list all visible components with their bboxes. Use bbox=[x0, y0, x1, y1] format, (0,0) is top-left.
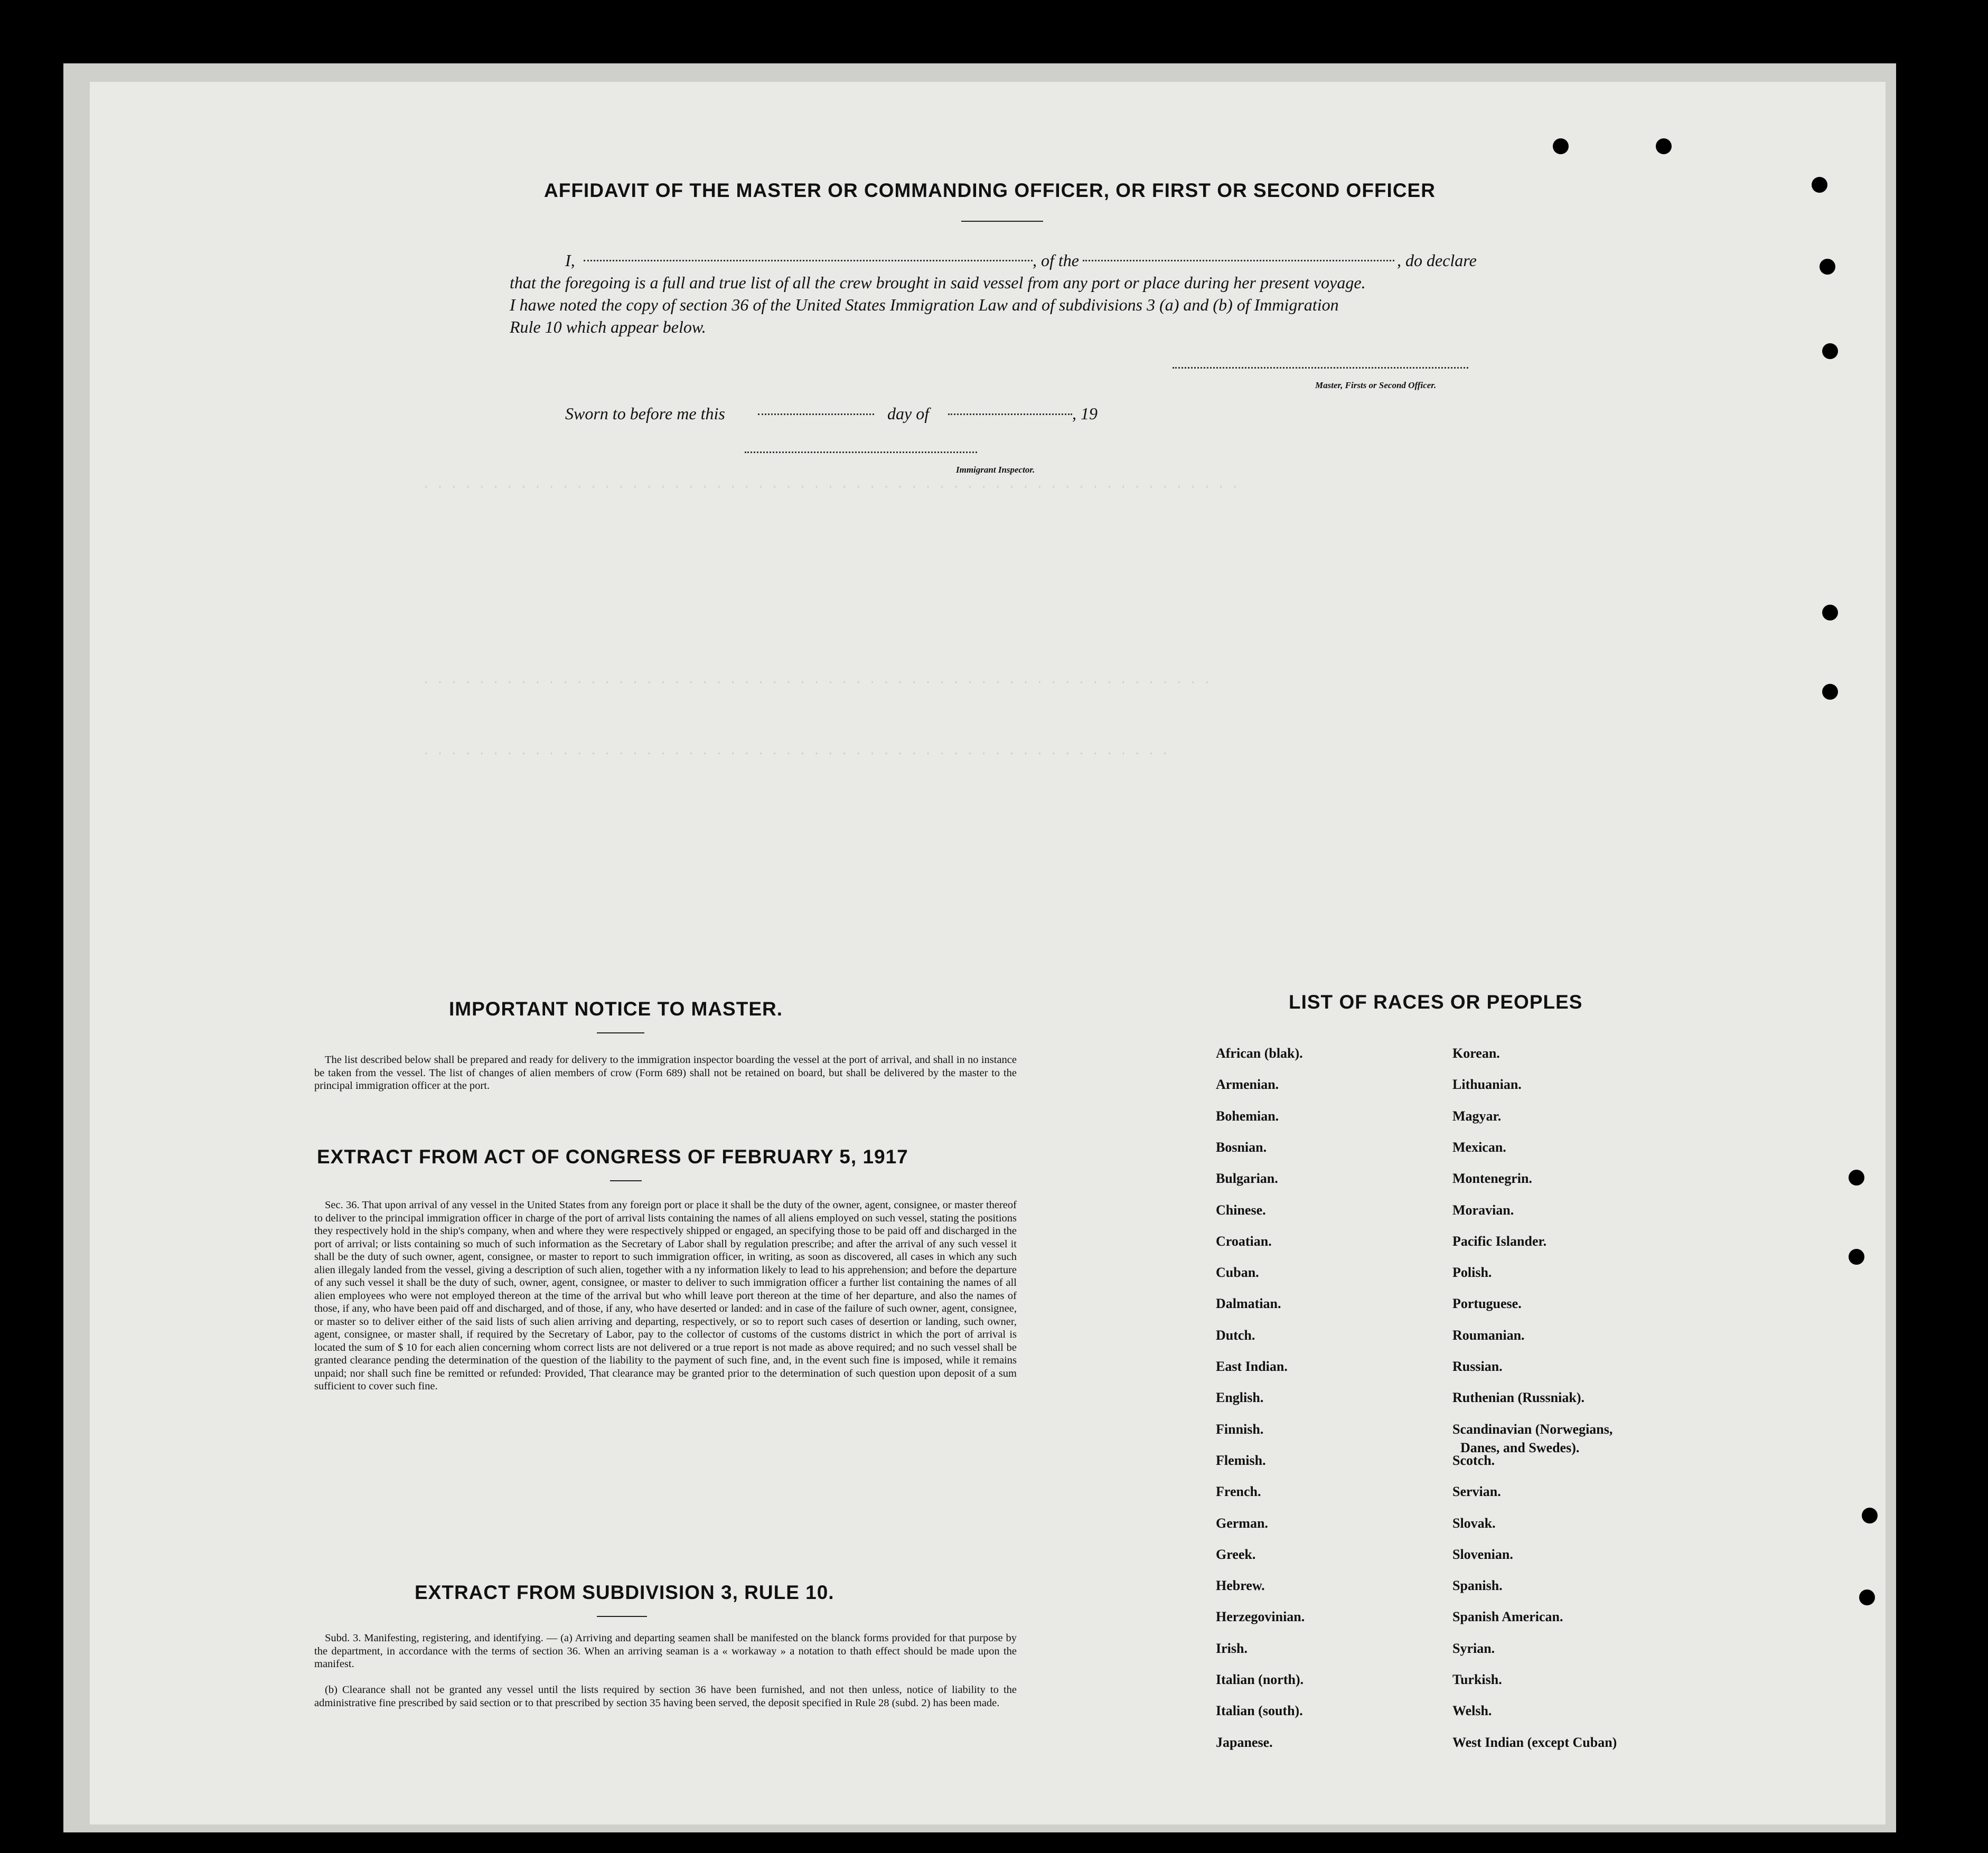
punch-hole bbox=[1849, 1249, 1864, 1265]
race-item-right: Portuguese. bbox=[1452, 1296, 1522, 1311]
punch-hole bbox=[1859, 1589, 1875, 1605]
affidavit-line-4: Rule 10 which appear below. bbox=[510, 317, 706, 336]
punch-hole bbox=[1553, 138, 1569, 154]
race-item-left: French. bbox=[1216, 1484, 1261, 1499]
rule-text-b: (b) Clearance shall not be granted any vessel until the lists required by section 36 have been furnished, and not then unless, notice of liability to the administrative fine prescribed by said section or to that prescribed by section 35 having been served, the deposit specified in Rule 28 (subd. 2) has been made. bbox=[314, 1684, 1017, 1709]
race-item-right: Pacific Islander. bbox=[1452, 1234, 1547, 1249]
race-item-left: Cuban. bbox=[1216, 1265, 1259, 1280]
race-item-right: Syrian. bbox=[1452, 1641, 1495, 1656]
signature-label: Master, Firsts or Second Officer. bbox=[1315, 380, 1437, 390]
race-item-left: Croatian. bbox=[1216, 1234, 1272, 1249]
race-scandinavian-continuation: Danes, and Swedes). bbox=[1460, 1440, 1580, 1455]
race-item-right: Welsh. bbox=[1452, 1703, 1492, 1718]
race-item-right: Russian. bbox=[1452, 1359, 1503, 1374]
sworn-day-of: day of bbox=[887, 404, 930, 423]
punch-hole bbox=[1849, 1170, 1864, 1186]
affidavit-line-2: that the foregoing is a full and true list of all the crew brought in said vessel from any port or place during her present voyage. bbox=[510, 273, 1366, 292]
inspector-label: Immigrant Inspector. bbox=[956, 465, 1035, 475]
race-item-right: Korean. bbox=[1452, 1046, 1500, 1061]
race-item-right: Slovak. bbox=[1452, 1516, 1496, 1531]
punch-hole bbox=[1862, 1508, 1878, 1523]
race-item-right: Scotch. bbox=[1452, 1453, 1495, 1468]
race-item-left: Finnish. bbox=[1216, 1422, 1264, 1437]
races-title: LIST OF RACES OR PEOPLES bbox=[1289, 991, 1583, 1013]
inspector-blank bbox=[745, 452, 977, 453]
act-rule bbox=[610, 1180, 642, 1181]
race-item-left: Bulgarian. bbox=[1216, 1171, 1278, 1186]
affidavit-line-3: I hawe noted the copy of section 36 of the United States Immigration Law and of subdivisions 3 (a) and (b) of Immigration bbox=[510, 295, 1339, 314]
sworn-text: Sworn to before me this bbox=[565, 404, 725, 423]
sworn-day-blank bbox=[758, 413, 874, 415]
punch-hole bbox=[1812, 177, 1827, 193]
race-item-right: Lithuanian. bbox=[1452, 1077, 1522, 1092]
race-item-left: Dutch. bbox=[1216, 1328, 1255, 1343]
race-item-right: Turkish. bbox=[1452, 1672, 1502, 1687]
race-item-left: African (blak). bbox=[1216, 1046, 1303, 1061]
race-item-right: Slovenian. bbox=[1452, 1547, 1513, 1562]
race-item-left: Herzegovinian. bbox=[1216, 1609, 1305, 1624]
rule-title: EXTRACT FROM SUBDIVISION 3, RULE 10. bbox=[415, 1582, 834, 1603]
affidavit-title: AFFIDAVIT OF THE MASTER OR COMMANDING OFFICER, OR FIRST OR SECOND OFFICER bbox=[544, 180, 1436, 201]
act-text: Sec. 36. That upon arrival of any vessel in the United States from any foreign port or place it shall be the duty of the owner, agent, consignee, or master thereof to deliver to the principal immigration officer in charge of the port of arrival lists containing the names of all aliens employed on such vessel, stating the positions they respectively hold in the ship's company, when and where they were respectively shipped or engaged, an specifying those to be paid off and discharged in the port of arrival; or lists containing so much of such information as the Secretary of Labor shall by regulation prescribe; and after the arrival of any such vessel it shall be the duty of such owner, agent, consignee, or master to report to such immigration officer, in writing, as soon as discovered, all cases in which any such alien illegaly landed from the vessel, giving a description of such alien, together with a ny information likely to lead to his apprehension; and before the departure of any such vessel it shall be the duty of such, owner, agent, consignee, or master to deliver to such immigration officer a further list containing the names of all alien employees who were not employed thereon at the time of the arrival but who whill leave port thereon at the time of her departure, and also the names of those, if any, who have been paid off and discharged, and of those, if any, who have deserted or landed: and in case of the failure of such owner, agent, consignee, or master so to deliver either of the said lists of such alien arriving and departing, respectively, or so to report such cases of desertion or landing, such owner, agent, consignee, or master shall, if required by the Secretary of Labor, pay to the collector of customs of the customs district in which the port of arrival is located the sum of $ 10 for each alien concerning whom correct lists are not delivered or a true report is not made as above required; and no such vessel shall be granted clearance pending the determination of the question of the liability to the payment of such fine, and, in the event such fine is imposed, while it remains unpaid; nor shall such fine be remitted or refunded: Provided, That clearance may be granted prior to the determination of such question upon deposit of a sum sufficient to cover such fine. bbox=[314, 1199, 1017, 1392]
notice-rule bbox=[597, 1032, 644, 1033]
affidavit-declare: , do declare bbox=[1397, 251, 1477, 270]
race-item-right: Servian. bbox=[1452, 1484, 1501, 1499]
race-item-left: Hebrew. bbox=[1216, 1578, 1265, 1593]
race-item-left: English. bbox=[1216, 1390, 1264, 1405]
race-item-left: Irish. bbox=[1216, 1641, 1248, 1656]
act-title: EXTRACT FROM ACT OF CONGRESS OF FEBRUARY 5, 1917 bbox=[317, 1146, 908, 1168]
race-item-left: Greek. bbox=[1216, 1547, 1256, 1562]
punch-hole bbox=[1656, 138, 1672, 154]
race-item-right: Magyar. bbox=[1452, 1108, 1502, 1124]
notice-text: The list described below shall be prepared and ready for delivery to the immigration inspector boarding the vessel at the port of arrival, and shall in no instance be taken from the vessel. The list of changes of alien members of crow (Form 689) shall not be retained on board, but shall be delivered by the master to the principal immigration officer at the port. bbox=[314, 1054, 1017, 1092]
signature-blank bbox=[1173, 367, 1468, 369]
race-item-right: Polish. bbox=[1452, 1265, 1492, 1280]
punch-hole bbox=[1822, 605, 1838, 620]
race-item-left: Bohemian. bbox=[1216, 1108, 1279, 1124]
race-item-right: Spanish American. bbox=[1452, 1609, 1563, 1624]
bleed-through-text: · · · · · · · · · · · · · · · · · · · · · · · · · · · · · · · · · · · · · · · · · · · · · · · · · · · · · · bbox=[423, 747, 1169, 760]
race-item-left: Bosnian. bbox=[1216, 1140, 1267, 1155]
race-item-left: Japanese. bbox=[1216, 1735, 1273, 1750]
notice-title: IMPORTANT NOTICE TO MASTER. bbox=[449, 998, 783, 1020]
punch-hole bbox=[1822, 684, 1838, 700]
race-item-left: Italian (south). bbox=[1216, 1703, 1303, 1718]
race-item-left: Italian (north). bbox=[1216, 1672, 1304, 1687]
affidavit-of-the: , of the bbox=[1033, 251, 1079, 270]
race-item-left: Armenian. bbox=[1216, 1077, 1279, 1092]
punch-hole bbox=[1820, 259, 1835, 275]
race-item-left: East Indian. bbox=[1216, 1359, 1288, 1374]
race-item-right: West Indian (except Cuban) bbox=[1452, 1735, 1617, 1750]
name-blank bbox=[584, 260, 1033, 261]
race-item-left: German. bbox=[1216, 1516, 1268, 1531]
title-rule bbox=[961, 221, 1043, 222]
rule-text-a: Subd. 3. Manifesting, registering, and identifying. — (a) Arriving and departing seamen shall be manifested on the blanck forms provided for that purpose by the department, in accordance with the terms of section 36. When an arriving seaman is a « workaway » a notation to thath effect should be made upon the manifest. bbox=[314, 1632, 1017, 1670]
rule-rule bbox=[597, 1616, 647, 1617]
race-item-left: Dalmatian. bbox=[1216, 1296, 1281, 1311]
race-item-right: Montenegrin. bbox=[1452, 1171, 1532, 1186]
race-item-right: Spanish. bbox=[1452, 1578, 1503, 1593]
race-item-right: Ruthenian (Russniak). bbox=[1452, 1390, 1584, 1405]
vessel-blank bbox=[1083, 260, 1394, 261]
affidavit-i: I, bbox=[565, 251, 575, 270]
punch-hole bbox=[1822, 343, 1838, 359]
race-item-right: Roumanian. bbox=[1452, 1328, 1525, 1343]
race-item-left: Flemish. bbox=[1216, 1453, 1266, 1468]
bleed-through-text: · · · · · · · · · · · · · · · · · · · · · · · · · · · · · · · · · · · · · · · · · · · · · · · · · · · · · · · · · bbox=[423, 676, 1211, 689]
sworn-month-blank bbox=[948, 413, 1072, 415]
document-page bbox=[90, 82, 1886, 1824]
sworn-year: , 19 bbox=[1072, 404, 1098, 423]
race-item-right: Scandinavian (Norwegians, bbox=[1452, 1422, 1613, 1437]
bleed-through-text: · · · · · · · · · · · · · · · · · · · · · · · · · · · · · · · · · · · · · · · · · · · · · · · · · · · · · · · · · · · bbox=[423, 481, 1239, 494]
race-item-right: Mexican. bbox=[1452, 1140, 1506, 1155]
race-item-right: Moravian. bbox=[1452, 1202, 1514, 1218]
race-item-left: Chinese. bbox=[1216, 1202, 1266, 1218]
